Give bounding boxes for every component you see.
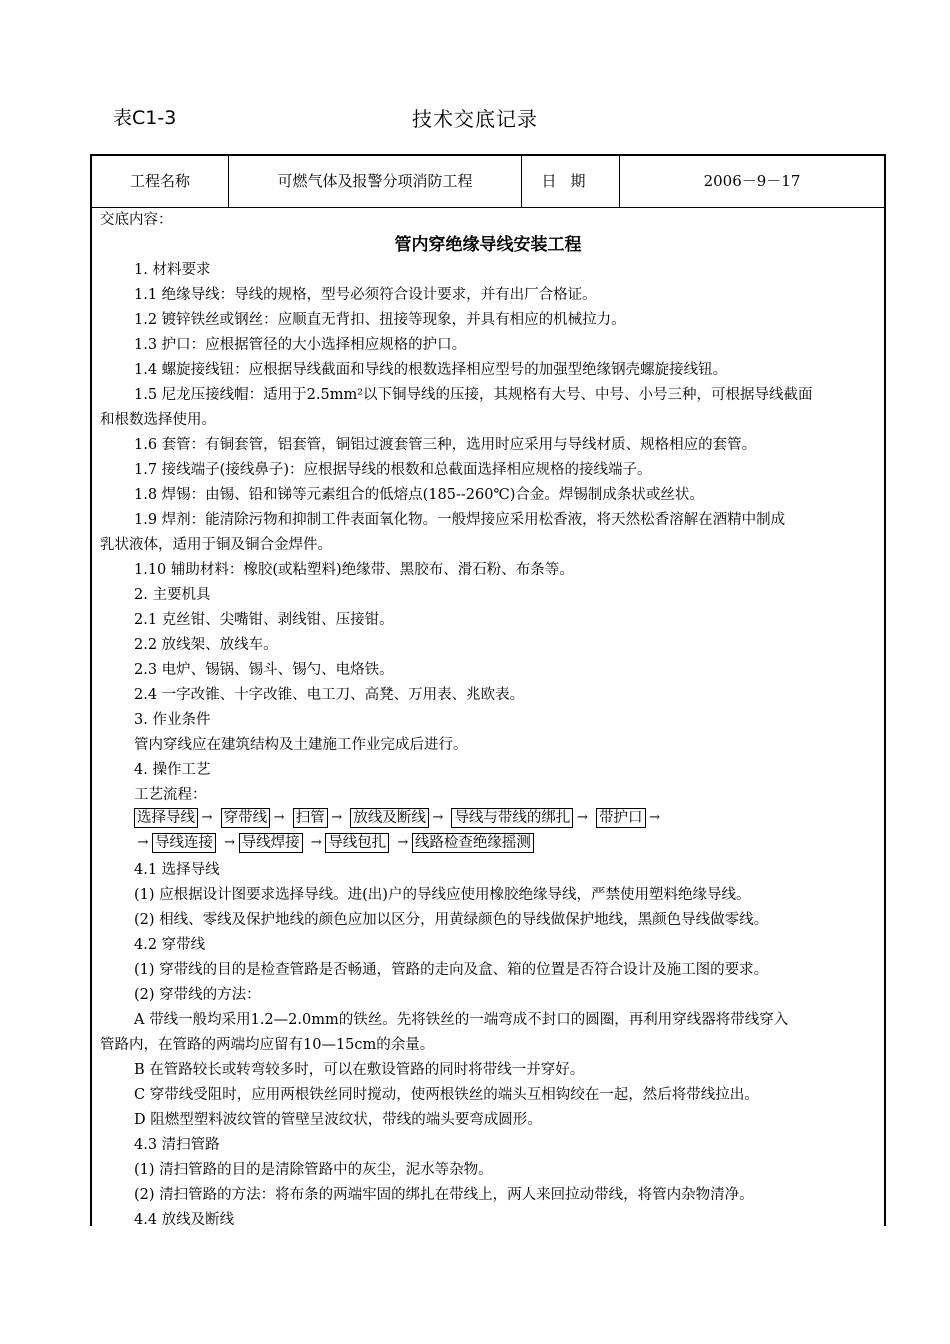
intro-label: 交底内容： — [100, 212, 173, 228]
document-title: 技术交底记录 — [412, 107, 538, 131]
text-line: 和根数选择使用。 — [100, 412, 216, 428]
text-line: 2.2 放线架、放线车。 — [134, 637, 278, 653]
text-line: C 穿带线受阻时，应用两根铁丝同时搅动，使两根铁丝的端头互相钩绞在一起，然后将带线拉出。 — [134, 1087, 759, 1103]
flow-step: 导线连接 — [152, 833, 216, 853]
arrow-right-icon: → — [432, 810, 444, 825]
text-line: 工艺流程： — [134, 787, 207, 803]
text-line: 4.3 清扫管路 — [134, 1137, 220, 1153]
flow-step: 导线与带线的绑扎 — [451, 808, 573, 828]
text-line: 1.7 接线端子(接线鼻子)：应根据导线的根数和总截面选择相应规格的接线端子。 — [134, 462, 652, 478]
header-row — [92, 156, 884, 208]
flow-step: 线路检查绝缘摇测 — [412, 833, 534, 853]
date-value: 2006－9－17 — [703, 172, 801, 190]
project-name-value: 可燃气体及报警分项消防工程 — [229, 156, 522, 207]
text-line: 3. 作业条件 — [134, 712, 211, 728]
project-name-label: 工程名称 — [92, 156, 229, 207]
text-line: (2) 相线、零线及保护地线的颜色应加以区分，用黄绿颜色的导线做保护地线，黑颜色导线做零线。 — [134, 912, 769, 928]
text-line: 1.6 套管：有铜套管，铝套管，铜铝过渡套管三种，选用时应采用与导线材质、规格相应的套管。 — [134, 437, 757, 453]
arrow-right-icon: → — [224, 835, 236, 850]
text-line: (2) 穿带线的方法： — [134, 987, 261, 1003]
text-line: 4. 操作工艺 — [134, 762, 211, 778]
arrow-right-icon: → — [397, 835, 409, 850]
arrow-right-icon: → — [576, 810, 588, 825]
text-line: 1.10 辅助材料：橡胶(或粘塑料)绝缘带、黑胶布、滑石粉、布条等。 — [134, 562, 574, 578]
text-line: 2.1 克丝钳、尖嘴钳、剥线钳、压接钳。 — [134, 612, 394, 628]
text-line: 1.9 焊剂：能清除污物和抑制工件表面氧化物。一般焊接应采用松香液，将天然松香溶解在酒精中制成 — [134, 512, 786, 528]
text-line: 乳状液体，适用于铜及铜合金焊件。 — [100, 537, 332, 553]
text-line: 1.5 尼龙压接线帽：适用于2.5mm²以下铜导线的压接，其规格有大号、中号、小号三种，可根据导线截面 — [134, 387, 813, 403]
text-line: 4.2 穿带线 — [134, 937, 206, 953]
arrow-right-icon: → — [137, 835, 149, 850]
text-line: (2) 清扫管路的方法：将布条的两端牢固的绑扎在带线上，两人来回拉动带线，将管内杂物清净。 — [134, 1187, 754, 1203]
record-table — [90, 154, 886, 1226]
text-line: 管内穿线应在建筑结构及土建施工作业完成后进行。 — [134, 737, 468, 753]
text-line: (1) 应根据设计图要求选择导线。进(出)户的导线应使用橡胶绝缘导线，严禁使用塑料绝缘导线。 — [134, 887, 751, 903]
arrow-right-icon: → — [273, 810, 285, 825]
arrow-right-icon: → — [310, 835, 322, 850]
text-line: D 阻燃型塑料波纹管的管壁呈波纹状，带线的端头要弯成圆形。 — [134, 1112, 542, 1128]
flow-step: 导线焊接 — [239, 833, 303, 853]
flow-step: 扫管 — [293, 808, 328, 828]
arrow-right-icon: → — [649, 810, 660, 825]
text-line: 1.8 焊锡：由锡、铅和锑等元素组合的低熔点(185--260℃)合金。焊锡制成条状或丝状。 — [134, 487, 704, 503]
flow-step: 导线包扎 — [325, 833, 389, 853]
text-line: 2. 主要机具 — [134, 587, 211, 603]
process-flow-row-1 — [134, 808, 664, 830]
arrow-right-icon: → — [201, 810, 213, 825]
text-line: A 带线一般均采用1.2—2.0mm的铁丝。先将铁丝的一端弯成不封口的圆圈，再利用穿线器将带线穿入 — [134, 1012, 789, 1028]
process-flow-row-2 — [134, 833, 534, 855]
text-line: 1.4 螺旋接线钮：应根据导线截面和导线的根数选择相应型号的加强型绝缘钢壳螺旋接线钮。 — [134, 362, 728, 378]
text-line: 2.4 一字改锥、十字改锥、电工刀、高凳、万用表、兆欧表。 — [134, 687, 525, 703]
flow-step: 放线及断线 — [350, 808, 429, 828]
subject-title: 管内穿绝缘导线安装工程 — [394, 235, 582, 255]
text-line: B 在管路较长或转弯较多时，可以在敷设管路的同时将带线一并穿好。 — [134, 1062, 585, 1078]
flow-step: 带护口 — [596, 808, 646, 828]
text-line: (1) 清扫管路的目的是清除管路中的灰尘，泥水等杂物。 — [134, 1162, 493, 1178]
text-line: 4.1 选择导线 — [134, 862, 220, 878]
text-line: (1) 穿带线的目的是检查管路是否畅通，管路的走向及盒、箱的位置是否符合设计及施工图的要求。 — [134, 962, 769, 978]
text-line: 1.2 镀锌铁丝或钢丝：应顺直无背扣、扭接等现象，并具有相应的机械拉力。 — [134, 312, 626, 328]
text-line: 1.3 护口：应根据管径的大小选择相应规格的护口。 — [134, 337, 467, 353]
text-line: 1.1 绝缘导线：导线的规格，型号必须符合设计要求，并有出厂合格证。 — [134, 287, 597, 303]
form-code: 表C1-3 — [113, 107, 177, 129]
text-line: 管路内，在管路的两端均应留有10—15cm的余量。 — [100, 1037, 435, 1053]
arrow-right-icon: → — [331, 810, 343, 825]
date-label: 日期 — [522, 156, 620, 207]
text-line: 4.4 放线及断线 — [134, 1212, 235, 1228]
text-line: 1. 材料要求 — [134, 262, 211, 278]
text-line: 2.3 电炉、锡锅、锡斗、锡勺、电烙铁。 — [134, 662, 394, 678]
flow-step: 穿带线 — [221, 808, 271, 828]
flow-step: 选择导线 — [134, 808, 198, 828]
